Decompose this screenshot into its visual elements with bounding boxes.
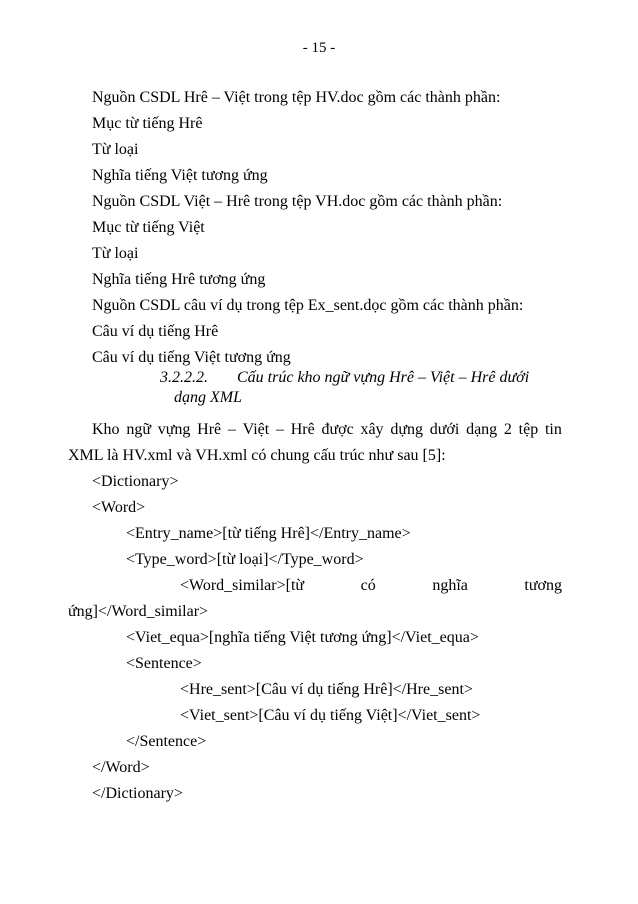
word: Hrê bbox=[197, 421, 222, 438]
body-line: Mục từ tiếng Hrê bbox=[92, 115, 203, 132]
xml-word-similar-line bbox=[180, 576, 562, 596]
xml-hre-sent: <Hre_sent>[Câu ví dụ tiếng Hrê]</Hre_sent> bbox=[180, 681, 473, 698]
word: tệp bbox=[518, 421, 539, 438]
word: – bbox=[275, 421, 284, 438]
body-line: Nghĩa tiếng Hrê tương ứng bbox=[92, 271, 266, 288]
word: tin bbox=[544, 421, 562, 438]
word: – bbox=[227, 421, 236, 438]
word: nghĩa bbox=[432, 577, 468, 594]
section-title-line1: Cấu trúc kho ngữ vựng Hrê – Việt – Hrê dưới bbox=[237, 369, 530, 386]
word: Hrê bbox=[290, 421, 315, 438]
page-number: - 15 - bbox=[302, 40, 336, 56]
paragraph-line1 bbox=[92, 420, 562, 440]
body-line: Câu ví dụ tiếng Việt tương ứng bbox=[92, 349, 291, 366]
body-line: Nguồn CSDL Hrê – Việt trong tệp HV.doc gồm các thành phần: bbox=[92, 89, 501, 106]
word: dưới bbox=[429, 421, 460, 438]
word: có bbox=[360, 577, 376, 594]
xml-word-open: <Word> bbox=[92, 499, 146, 516]
word: dựng bbox=[390, 421, 423, 438]
word: được bbox=[321, 421, 354, 438]
body-line: Nguồn CSDL câu ví dụ trong tệp Ex_sent.dọc gồm các thành phần: bbox=[92, 297, 524, 314]
word: dạng bbox=[466, 421, 498, 438]
word: Việt bbox=[242, 421, 270, 438]
section-number: 3.2.2.2. bbox=[160, 369, 208, 386]
body-line: Từ loại bbox=[92, 141, 139, 158]
word: tương bbox=[524, 577, 562, 594]
xml-word-close: </Word> bbox=[92, 759, 150, 776]
xml-sentence-close: </Sentence> bbox=[126, 733, 207, 750]
xml-viet-sent: <Viet_sent>[Câu ví dụ tiếng Việt]</Viet_sent> bbox=[180, 707, 481, 724]
word: <Word_similar>[từ bbox=[180, 577, 305, 594]
xml-word-similar-cont: ứng]</Word_similar> bbox=[68, 603, 209, 620]
body-line: Câu ví dụ tiếng Hrê bbox=[92, 323, 219, 340]
body-line: Từ loại bbox=[92, 245, 139, 262]
word: ngữ bbox=[126, 421, 151, 438]
xml-entry-name: <Entry_name>[từ tiếng Hrê]</Entry_name> bbox=[126, 525, 411, 542]
word: 2 bbox=[503, 421, 512, 438]
xml-type-word: <Type_word>[từ loại]</Type_word> bbox=[126, 551, 364, 568]
word: vựng bbox=[157, 421, 191, 438]
body-line: Mục từ tiếng Việt bbox=[92, 219, 205, 236]
paragraph-line2: XML là HV.xml và VH.xml có chung cấu trúc như sau [5]: bbox=[68, 447, 446, 464]
xml-sentence-open: <Sentence> bbox=[126, 655, 202, 672]
word: Kho bbox=[92, 421, 120, 438]
word: xây bbox=[360, 421, 384, 438]
section-title-line2: dạng XML bbox=[174, 389, 242, 406]
xml-viet-equa: <Viet_equa>[nghĩa tiếng Việt tương ứng]</Viet_equa> bbox=[126, 629, 479, 646]
body-line: Nghĩa tiếng Việt tương ứng bbox=[92, 167, 268, 184]
xml-dictionary-close: </Dictionary> bbox=[92, 785, 183, 802]
xml-dictionary-open: <Dictionary> bbox=[92, 473, 179, 490]
body-line: Nguồn CSDL Việt – Hrê trong tệp VH.doc gồm các thành phần: bbox=[92, 193, 503, 210]
